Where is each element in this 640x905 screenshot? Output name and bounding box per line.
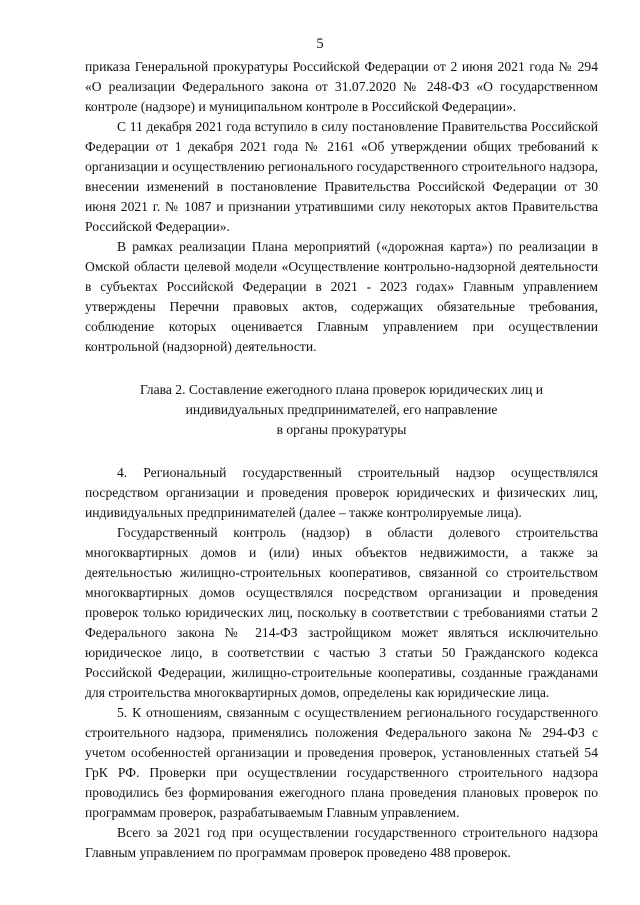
document-body	[85, 57, 598, 863]
chapter-heading-line-3: в органы прокуратуры	[276, 422, 407, 437]
page-number: 5	[316, 36, 324, 52]
paragraph-order-reference: приказа Генеральной прокуратуры Российской Федерации от 2 июня 2021 года № 294 «О реализации Федерального закона от 31.07.2020 № 248-ФЗ «О государственном контроле (надзоре) и муниципальном контроле в Российской Федерации».	[85, 59, 598, 114]
paragraph-roadmap: В рамках реализации Плана мероприятий («дорожная карта») по реализации в Омской области целевой модели «Осуществление контрольно-надзорной деятельности в субъектах Российской Федерации в 2021 - 2023 годах» Главным управлением утверждены Перечни правовых актов, содержащих обязательные требования, соблюдение которых оценивается Главным управлением при осуществлении контрольной (надзорной) деятельности.	[85, 239, 598, 354]
chapter-heading	[85, 380, 598, 440]
paragraph-shared-construction: Государственный контроль (надзор) в области долевого строительства многоквартирных домов и (или) иных объектов недвижимости, а также за деятельностью жилищно-строительных кооперативов, связанной со строительством многоквартирных домов осуществлялся посредством организации и проведения проверок только юридических лиц, поскольку в соответствии с требованиями статьи 2 Федерального закона № 214-ФЗ застройщиком может являться исключительно юридическое лицо, в соответствии с частью 3 статьи 50 Гражданского кодекса Российской Федерации, жилищно-строительные кооперативы, созданные гражданами для строительства многоквартирных домов, определены как юридические лица.	[85, 525, 598, 700]
paragraph-inspections-total: Всего за 2021 год при осуществлении государственного строительного надзора Главным управлением по программам проверок проведено 488 проверок.	[85, 825, 598, 860]
paragraph-section-5: 5. К отношениям, связанным с осуществлением регионального государственного строительного надзора, применялись положения Федерального закона № 294-ФЗ с учетом особенностей организации и проведения проверок, установленных статьей 54 ГрК РФ. Проверки при осуществлении государственного строительного надзора проводились без формирования ежегодного плана проведения плановых проверок по программам проверок, разрабатываемым Главным управлением.	[85, 705, 598, 820]
chapter-heading-line-2: индивидуальных предпринимателей, его направление	[185, 402, 498, 417]
paragraph-section-4: 4. Региональный государственный строительный надзор осуществлялся посредством организации и проведения проверок юридических и физических лиц, индивидуальных предпринимателей (далее – также контролируемые лица).	[85, 465, 598, 520]
paragraph-government-decree: С 11 декабря 2021 года вступило в силу постановление Правительства Российской Федерации от 1 декабря 2021 года № 2161 «Об утверждении общих требований к организации и осуществлению регионального государственного строительного надзора, внесении изменений в постановление Правительства Российской Федерации от 30 июня 2021 г. № 1087 и признании утратившими силу некоторых актов Правительства Российской Федерации».	[85, 119, 598, 234]
chapter-heading-line-1: Глава 2. Составление ежегодного плана проверок юридических лиц и	[139, 382, 544, 397]
